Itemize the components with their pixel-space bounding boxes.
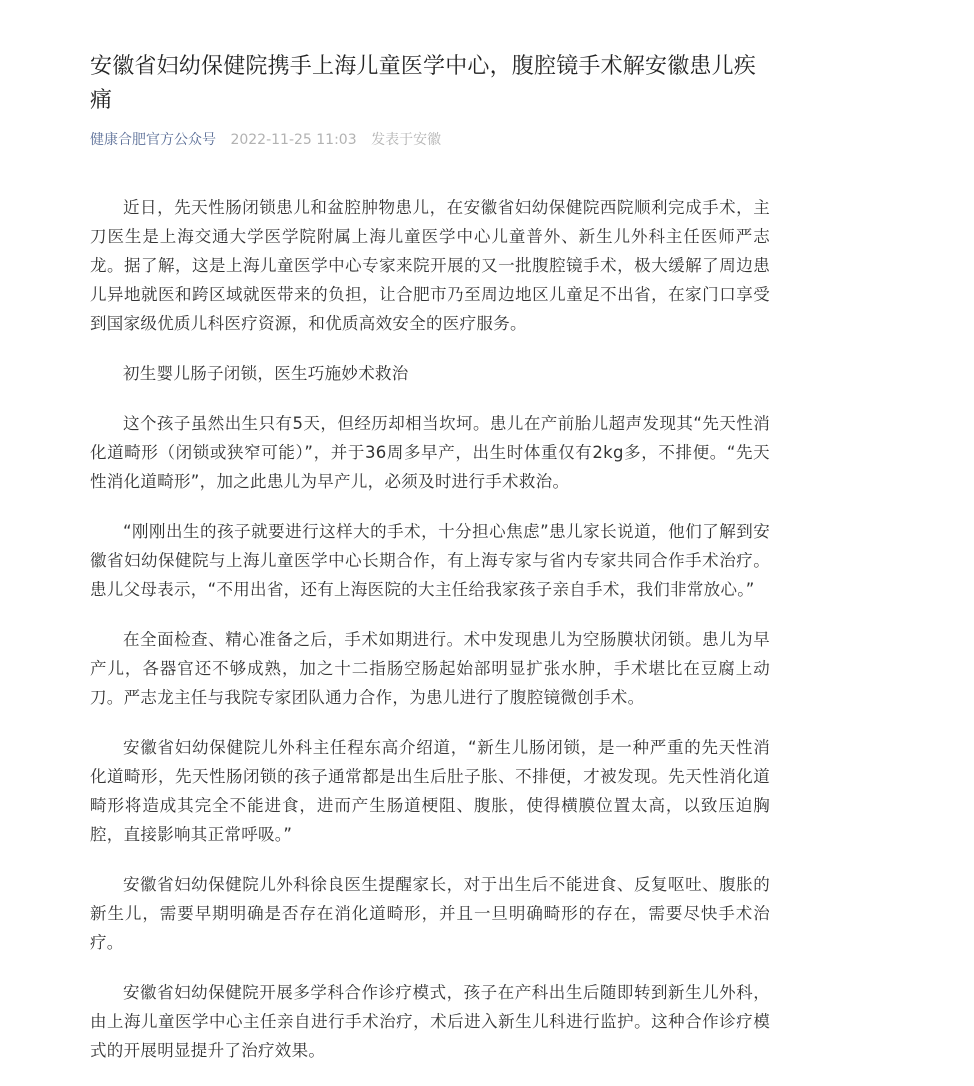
article-paragraph: 安徽省妇幼保健院开展多学科合作诊疗模式，孩子在产科出生后随即转到新生儿外科，由上海儿童医学中心主任亲自进行手术治疗，术后进入新生儿科进行监护。这种合作诊疗模式的开展明显提升了治疗效果。 [90,983,770,1060]
article [90,50,770,1086]
article-paragraph: 安徽省妇幼保健院儿外科主任程东高介绍道，“新生儿肠闭锁，是一种严重的先天性消化道畸形，先天性肠闭锁的孩子通常都是出生后肚子胀、不排便，才被发现。先天性消化道畸形将造成其完全不能进食，进而产生肠道梗阻、腹胀，使得横膜位置太高，以致压迫胸腔，直接影响其正常呼吸。” [90,738,770,844]
publish-time: 2022-11-25 11:03 [230,132,357,148]
article-paragraph: 在全面检查、精心准备之后，手术如期进行。术中发现患儿为空肠膜状闭锁。患儿为早产儿，各器官还不够成熟，加之十二指肠空肠起始部明显扩张水肿，手术堪比在豆腐上动刀。严志龙主任与我院专家团队通力合作，为患儿进行了腹腔镜微创手术。 [90,630,770,707]
article-meta [90,130,770,150]
account-name-link[interactable]: 健康合肥官方公众号 [90,132,216,148]
article-subheading: 初生婴儿肠子闭锁，医生巧施妙术救治 [123,364,409,383]
article-content [90,193,770,1065]
article-paragraph: 安徽省妇幼保健院儿外科徐良医生提醒家长，对于出生后不能进食、反复呕吐、腹胀的新生儿，需要早期明确是否存在消化道畸形，并且一旦明确畸形的存在，需要尽快手术治疗。 [90,875,770,952]
article-paragraph: “刚刚出生的孩子就要进行这样大的手术，十分担心焦虑”患儿家长说道，他们了解到安徽省妇幼保健院与上海儿童医学中心长期合作，有上海专家与省内专家共同合作手术治疗。患儿父母表示，“不用出省，还有上海医院的大主任给我家孩子亲自手术，我们非常放心。” [90,522,770,599]
article-title: 安徽省妇幼保健院携手上海儿童医学中心，腹腔镜手术解安徽患儿疾痛 [90,54,757,113]
publish-location: 发表于安徽 [371,132,442,148]
article-paragraph: 这个孩子虽然出生只有5天，但经历却相当坎坷。患儿在产前胎儿超声发现其“先天性消化道畸形（闭锁或狭窄可能）”，并于36周多早产，出生时体重仅有2kg多，不排便。“先天性消化道畸形”，加之此患儿为早产儿，必须及时进行手术救治。 [90,414,770,491]
article-paragraph: 近日，先天性肠闭锁患儿和盆腔肿物患儿，在安徽省妇幼保健院西院顺利完成手术，主刀医生是上海交通大学医学院附属上海儿童医学中心儿童普外、新生儿外科主任医师严志龙。据了解，这是上海儿童医学中心专家来院开展的又一批腹腔镜手术，极大缓解了周边患儿异地就医和跨区域就医带来的负担，让合肥市乃至周边地区儿童足不出省，在家门口享受到国家级优质儿科医疗资源，和优质高效安全的医疗服务。 [90,198,770,333]
